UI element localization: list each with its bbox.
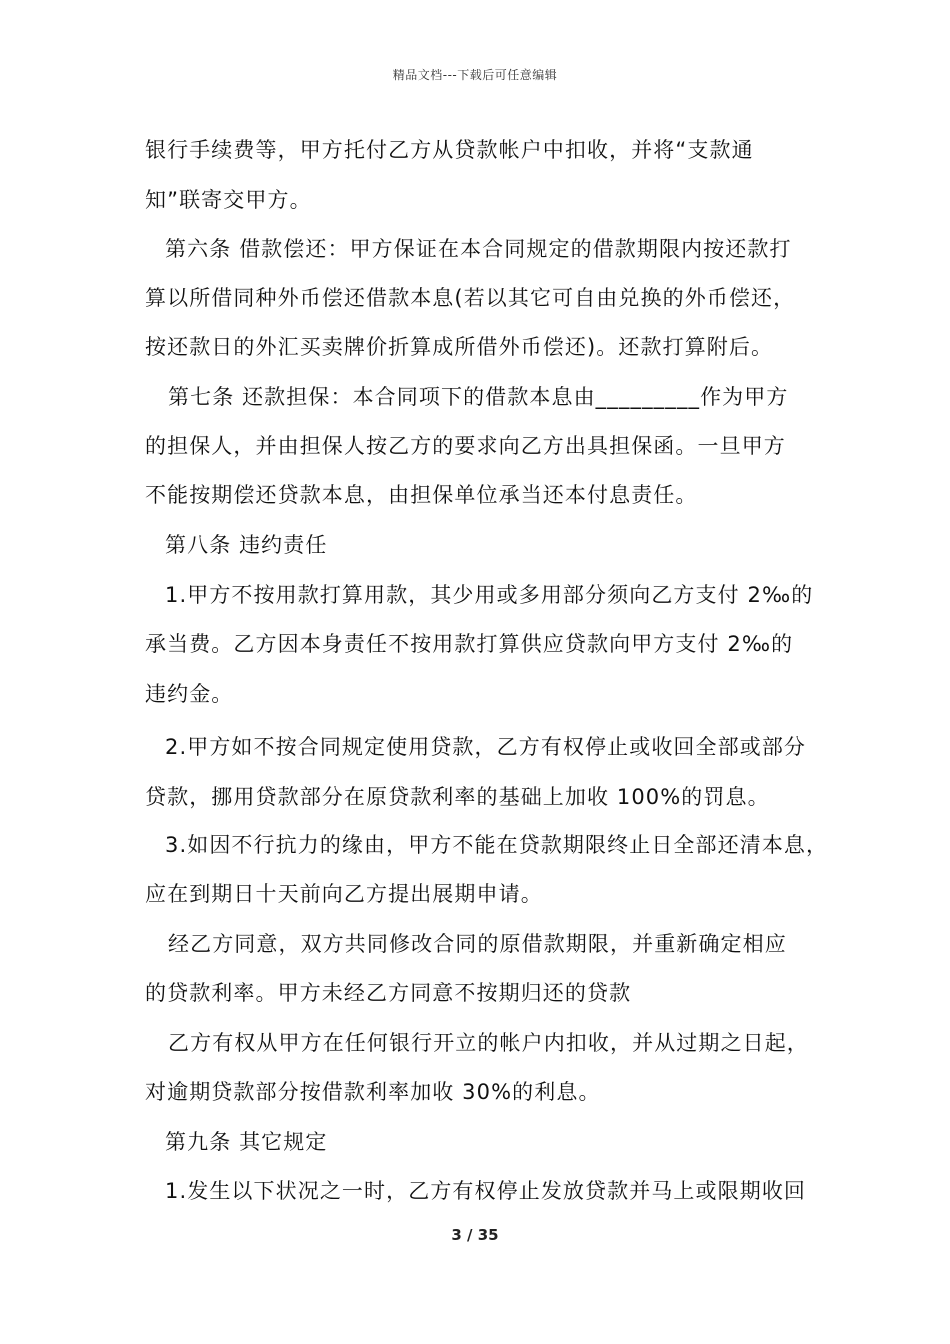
body-line: 银行手续费等，甲方托付乙方从贷款帐户中扣收，并将“支款通 [145,138,754,162]
body-line: 第七条 还款担保：本合同项下的借款本息由_________作为甲方 [168,385,789,409]
page-header: 精品文档---下载后可任意编辑 [392,68,558,82]
body-line: 1.发生以下状况之一时，乙方有权停止发放贷款并马上或限期收回 [165,1179,807,1203]
body-line: 1.甲方不按用款打算用款，其少用或多用部分须向乙方支付 2‰的 [165,583,814,607]
body-line: 第九条 其它规定 [165,1130,328,1154]
body-line: 的贷款利率。甲方未经乙方同意不按期归还的贷款 [145,981,632,1005]
body-line: 3.如因不行抗力的缘由，甲方不能在贷款期限终止日全部还清本息， [165,833,829,857]
body-line: 违约金。 [145,682,234,706]
body-line: 应在到期日十天前向乙方提出展期申请。 [145,882,543,906]
body-line: 按还款日的外汇买卖牌价折算成所借外币偿还)。还款打算附后。 [145,335,774,359]
body-line: 第八条 违约责任 [165,533,328,557]
body-line: 贷款，挪用贷款部分在原贷款利率的基础上加收 100%的罚息。 [145,785,770,809]
body-line: 承当费。乙方因本身责任不按用款打算供应贷款向甲方支付 2‰的 [145,632,794,656]
body-line: 第六条 借款偿还：甲方保证在本合同规定的借款期限内按还款打 [165,237,792,261]
body-line: 算以所借同种外币偿还借款本息(若以其它可自由兑换的外币偿还， [145,286,796,310]
body-line: 经乙方同意，双方共同修改合同的原借款期限，并重新确定相应 [168,932,787,956]
body-line: 知”联寄交甲方。 [145,188,312,212]
body-line: 的担保人，并由担保人按乙方的要求向乙方出具担保函。一旦甲方 [145,434,786,458]
body-line: 对逾期贷款部分按借款利率加收 30%的利息。 [145,1080,601,1104]
body-line: 不能按期偿还贷款本息，由担保单位承当还本付息责任。 [145,483,698,507]
body-line: 乙方有权从甲方在任何银行开立的帐户内扣收，并从过期之日起， [168,1031,809,1055]
page-number: 3 / 35 [451,1226,499,1244]
body-line: 2.甲方如不按合同规定使用贷款，乙方有权停止或收回全部或部分 [165,735,807,759]
